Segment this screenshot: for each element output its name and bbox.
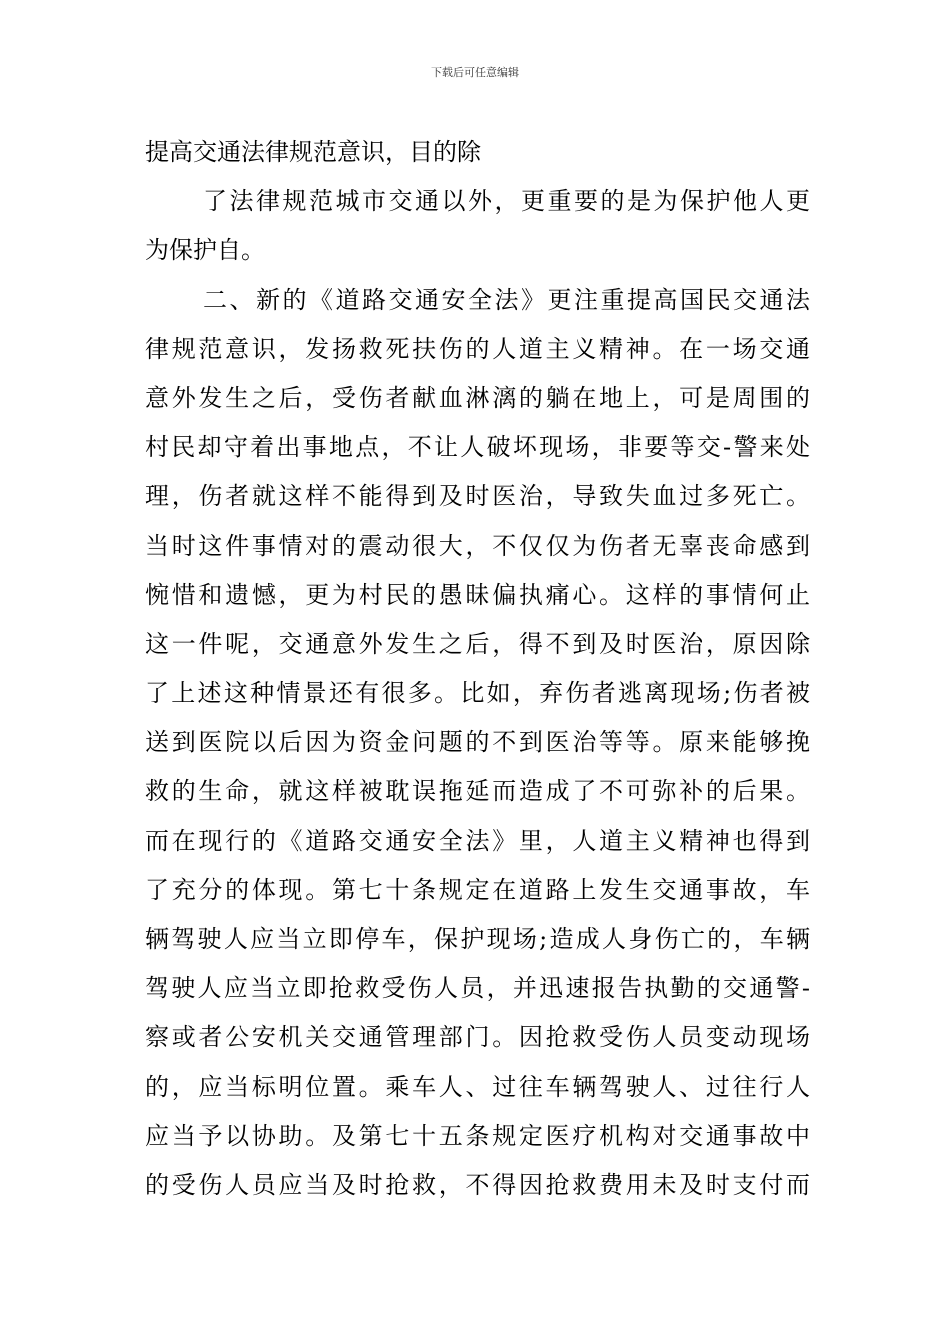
text-line: 了充分的体现。第七十条规定在道路上发生交通事故，车 (145, 875, 810, 904)
text-line: 当时这件事情对的震动很大，不仅仅为伤者无辜丧命感到 (145, 531, 810, 560)
text-line: 察或者公安机关交通管理部门。因抢救受伤人员变动现场 (145, 1023, 810, 1052)
text-line: 的受伤人员应当及时抢救，不得因抢救费用未及时支付而 (145, 1170, 810, 1199)
text-line: 驾驶人应当立即抢救受伤人员，并迅速报告执勤的交通警- (145, 974, 810, 1003)
text-line: 理，伤者就这样不能得到及时医治，导致失血过多死亡。 (145, 482, 810, 511)
text-line: 应当予以协助。及第七十五条规定医疗机构对交通事故中 (145, 1121, 810, 1150)
text-line: 送到医院以后因为资金问题的不到医治等等。原来能够挽 (145, 728, 810, 757)
body-text (145, 128, 810, 1210)
text-line: 救的生命，就这样被耽误拖延而造成了不可弥补的后果。 (145, 777, 810, 806)
text-line: 辆驾驶人应当立即停车，保护现场;造成人身伤亡的，车辆 (145, 925, 810, 953)
text-line: 提高交通法律规范意识，目的除 (145, 138, 481, 166)
text-line: 二、新的《道路交通安全法》更注重提高国民交通法 (203, 285, 810, 314)
text-line: 村民却守着出事地点，不让人破坏现场，非要等交-警来处 (145, 433, 810, 462)
text-line: 的，应当标明位置。乘车人、过往车辆驾驶人、过往行人 (145, 1072, 810, 1101)
page-header: 下载后可任意编辑 (431, 66, 519, 79)
text-line: 律规范意识，发扬救死扶伤的人道主义精神。在一场交通 (145, 334, 810, 363)
text-line: 了上述这种情景还有很多。比如，弃伤者逃离现场;伤者被 (145, 679, 810, 708)
text-line: 这一件呢，交通意外发生之后，得不到及时医治，原因除 (145, 629, 810, 658)
text-line: 而在现行的《道路交通安全法》里，人道主义精神也得到 (145, 826, 810, 855)
text-line: 意外发生之后，受伤者献血淋漓的躺在地上，可是周围的 (145, 383, 810, 412)
text-line: 了法律规范城市交通以外，更重要的是为保护他人更 (203, 187, 810, 216)
text-line: 为保护自。 (145, 236, 265, 265)
text-line: 惋惜和遗憾，更为村民的愚昧偏执痛心。这样的事情何止 (145, 580, 810, 609)
